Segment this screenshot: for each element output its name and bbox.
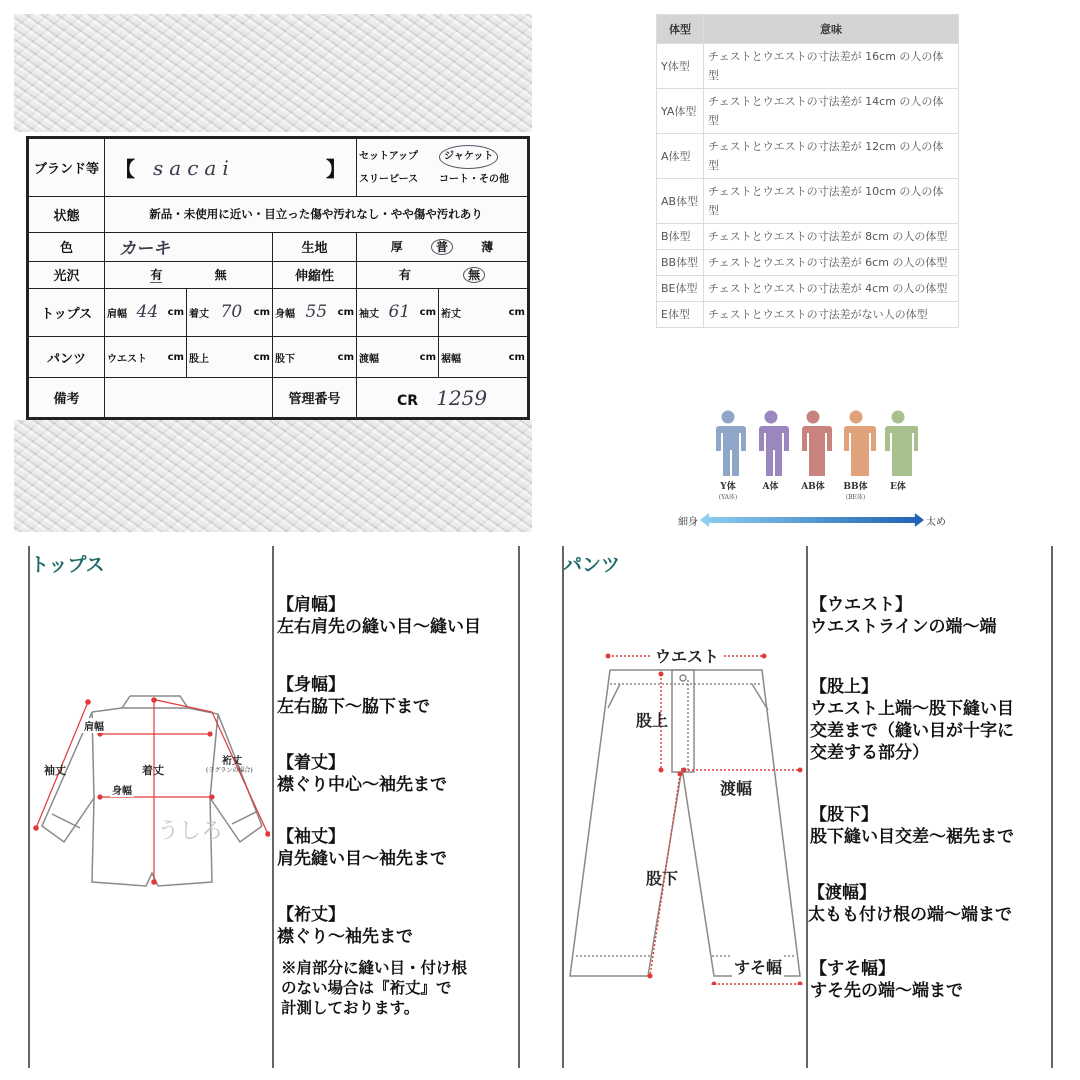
fabric-thick: 厚 [390, 240, 403, 255]
pants-diagram [564, 640, 804, 985]
header-meaning: 意味 [704, 15, 959, 44]
divider [806, 546, 808, 1068]
divider [1051, 546, 1053, 1068]
brand-label: ブランド等 [29, 139, 105, 197]
fabric-photo-top [14, 14, 532, 132]
garment-type-cell [357, 139, 528, 197]
label-shoulder: 肩幅 [82, 718, 106, 733]
stretch-label: 伸縮性 [273, 261, 357, 288]
brand-value-cell [105, 139, 357, 197]
tops-sleeve: 袖丈 61 cm [357, 288, 439, 336]
item-tag-card [26, 136, 530, 420]
label-yuki: 裄丈 [222, 756, 242, 767]
table-row: A体型 チェストとウエストの寸法差が 12cm の人の体型 [657, 134, 959, 179]
remarks-value [105, 378, 273, 418]
pants-item-hem: 【すそ幅】 すそ先の端〜端まで [810, 959, 963, 1001]
figure-ab: AB体 [793, 410, 833, 502]
jacket-back-diagram [30, 688, 270, 898]
management-number: 1259 [436, 385, 488, 410]
tops-yuki: 裄丈 cm [439, 288, 528, 336]
table-row: BB体型 チェストとウエストの寸法差が 6cm の人の体型 [657, 250, 959, 276]
table-row: AB体型 チェストとウエストの寸法差が 10cm の人の体型 [657, 179, 959, 224]
type-three-piece: スリーピース [359, 173, 419, 185]
table-row: B体型 チェストとウエストの寸法差が 8cm の人の体型 [657, 224, 959, 250]
header-body-type: 体型 [657, 15, 704, 44]
tops-item-shoulder: 【肩幅】 左右肩先の縫い目〜縫い目 [277, 595, 481, 637]
tops-shoulder: 肩幅 44 cm [105, 288, 187, 336]
figure-a: A体 [751, 410, 791, 502]
pants-item-waist: 【ウエスト】 ウエストラインの端〜端 [810, 595, 997, 637]
table-row: Y体型 チェストとウエストの寸法差が 16cm の人の体型 [657, 44, 959, 89]
figure-y: Y体 (YA体) [708, 410, 748, 502]
label-waist: ウエスト [652, 644, 722, 667]
tops-item-length: 【着丈】 襟ぐり中心〜袖先まで [277, 753, 447, 795]
label-chest: 身幅 [110, 782, 134, 797]
brand-name: sacai [153, 155, 235, 180]
fabric-label: 生地 [273, 232, 357, 261]
slim-to-wide-scale [678, 512, 946, 528]
divider [272, 546, 274, 1068]
bracket-open: 【 [115, 157, 135, 182]
pants-item-rise: 【股上】 ウエスト上端〜股下縫い目 交差まで（縫い目が十字に 交差する部分） [810, 677, 1014, 763]
person-icon [836, 410, 876, 478]
figure-e: E体 [878, 410, 918, 502]
scale-left-label: 細身 [678, 516, 698, 528]
tops-chest: 身幅 55 cm [273, 288, 357, 336]
divider [518, 546, 520, 1068]
management-number-cell [357, 378, 528, 418]
condition-options: 新品・未使用に近い・目立った傷や汚れなし・やや傷や汚れあり [105, 197, 528, 232]
label-yuki-note: (ラグランの場合) [206, 767, 253, 774]
pants-inseam: 股下 cm [273, 336, 357, 378]
label-sleeve: 袖丈 [44, 764, 66, 777]
double-arrow-icon [700, 512, 924, 528]
fabric-thin: 薄 [481, 240, 494, 255]
person-icon [878, 410, 918, 478]
condition-label: 状態 [29, 197, 105, 232]
pants-label: パンツ [29, 336, 105, 378]
tops-item-sleeve: 【袖丈】 肩先縫い目〜袖先まで [277, 827, 447, 869]
management-prefix: CR [396, 392, 418, 409]
type-coat-other: コート・その他 [439, 173, 510, 185]
fabric-options [357, 232, 528, 261]
person-icon [793, 410, 833, 478]
fabric-photo-bottom [14, 420, 532, 532]
bracket-close: 】 [326, 157, 347, 182]
body-type-table [656, 14, 959, 328]
tops-item-chest: 【身幅】 左右脇下〜脇下まで [277, 675, 430, 717]
gloss-no: 無 [214, 268, 227, 283]
pants-title: パンツ [563, 554, 621, 576]
color-value: カーキ [105, 232, 273, 261]
type-jacket: ジャケット [439, 145, 498, 169]
back-watermark: うしろ [156, 819, 224, 844]
scale-right-label: 太め [926, 516, 946, 528]
management-number-label: 管理番号 [273, 378, 357, 418]
person-icon [751, 410, 791, 478]
person-icon [708, 410, 748, 478]
stretch-options [357, 261, 528, 288]
pants-thigh: 渡幅 cm [357, 336, 439, 378]
pants-rise: 股上 cm [187, 336, 273, 378]
gloss-label: 光沢 [29, 261, 105, 288]
table-row: E体型 チェストとウエストの寸法差がない人の体型 [657, 302, 959, 328]
tops-length: 着丈 70 cm [187, 288, 273, 336]
color-label: 色 [29, 232, 105, 261]
stretch-yes: 有 [398, 268, 411, 283]
tops-item-yuki: 【裄丈】 襟ぐり〜袖先まで [277, 905, 413, 947]
gloss-yes-selected: 有 [150, 268, 163, 283]
pants-hem: 裾幅 cm [439, 336, 528, 378]
figure-bb: BB体 (BE体) [836, 410, 876, 502]
stretch-no-selected: 無 [463, 267, 485, 283]
fabric-normal-selected: 普 [431, 239, 453, 255]
label-inseam: 股下 [646, 869, 679, 888]
tops-label: トップス [29, 288, 105, 336]
label-rise: 股上 [636, 711, 669, 730]
pants-item-thigh: 【渡幅】 太もも付け根の端〜端まで [808, 883, 1012, 925]
type-setup: セットアップ [359, 150, 419, 162]
pants-waist: ウエスト cm [105, 336, 187, 378]
tops-note: ※肩部分に縫い目・付け根 のない場合は『裄丈』で 計測しております。 [281, 958, 468, 1017]
label-thigh: 渡幅 [720, 779, 753, 798]
label-length: 着丈 [142, 764, 164, 777]
label-hem: すそ幅 [732, 955, 784, 978]
remarks-label: 備考 [29, 378, 105, 418]
body-type-figures [708, 410, 918, 502]
tops-title: トップス [30, 554, 105, 576]
gloss-options [105, 261, 273, 288]
pants-item-inseam: 【股下】 股下縫い目交差〜裾先まで [810, 805, 1014, 847]
table-row: YA体型 チェストとウエストの寸法差が 14cm の人の体型 [657, 89, 959, 134]
table-row: BE体型 チェストとウエストの寸法差が 4cm の人の体型 [657, 276, 959, 302]
